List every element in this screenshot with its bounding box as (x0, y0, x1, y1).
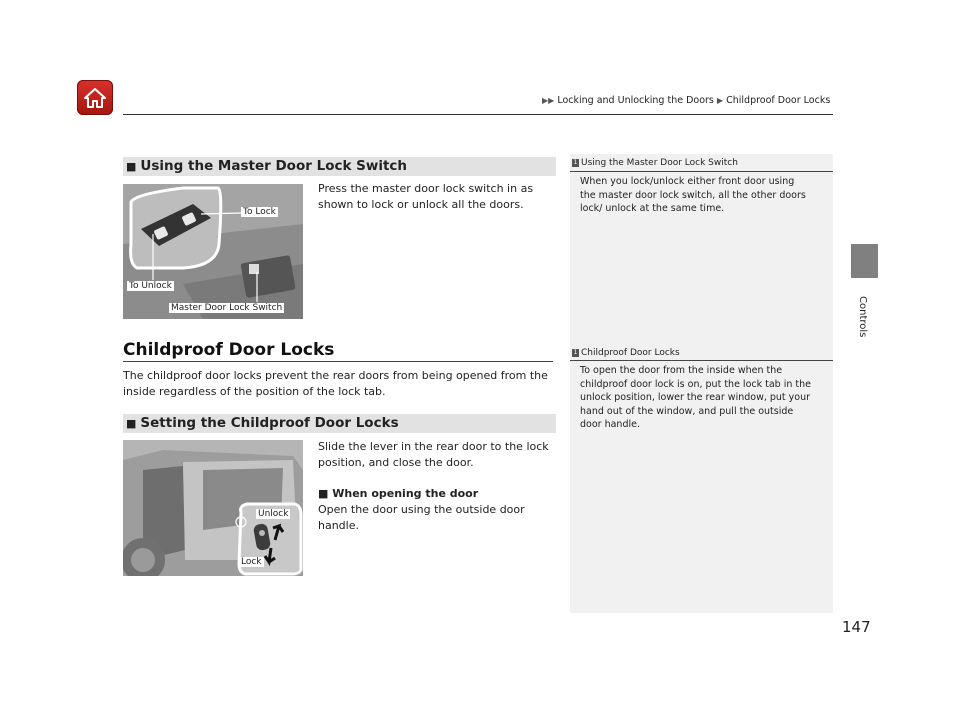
opening-door-subheading: ■ When opening the door (318, 487, 479, 500)
note-master-switch-title: 1 Using the Master Door Lock Switch (573, 158, 738, 168)
master-switch-instructions: Press the master door lock switch in as shown to lock or unlock all the doors. (318, 182, 534, 211)
breadcrumb (542, 95, 830, 106)
section-setting-childproof-title: ■ Setting the Childproof Door Locks (123, 414, 556, 433)
childproof-lever-figure (123, 440, 303, 576)
childproof-description: The childproof door locks prevent the rear doors from being opened from the inside regardless of the position of the lock tab. (123, 369, 548, 398)
opening-door-block (318, 486, 558, 534)
callout-to-unlock: To Unlock (129, 281, 172, 291)
square-bullet-icon: ■ (126, 417, 137, 430)
note-divider (570, 171, 833, 172)
header-divider (123, 114, 833, 115)
breadcrumb-arrow-icon: ▶▶ (542, 96, 555, 105)
note-childproof-body: To open the door from the inside when the childproof door lock is on, put the lock tab in the unlock position, lower the rear window, put your hand out of the window, and pull the outside door handle. (580, 365, 811, 430)
breadcrumb-link-locking[interactable]: Locking and Unlocking the Doors (557, 95, 714, 106)
breadcrumb-current: Childproof Door Locks (726, 95, 831, 106)
callout-master-switch: Master Door Lock Switch (171, 303, 283, 313)
side-chapter-label: Controls (857, 296, 868, 338)
page-number: 147 (842, 618, 871, 636)
note-childproof-title: 1 Childproof Door Locks (573, 348, 680, 358)
callout-lock: Lock (241, 557, 262, 567)
home-icon (83, 87, 107, 109)
square-bullet-icon: ■ (318, 487, 329, 500)
rear-door-illustration (123, 440, 303, 576)
breadcrumb-arrow-icon: ▶ (716, 96, 724, 105)
opening-door-text: Open the door using the outside door handle. (318, 503, 525, 532)
master-switch-figure (123, 184, 303, 319)
note-divider (570, 360, 833, 361)
home-button[interactable] (77, 80, 113, 115)
callout-to-lock: To Lock (243, 207, 276, 217)
setting-instructions: Slide the lever in the rear door to the lock position, and close the door. (318, 440, 549, 469)
master-switch-illustration (123, 184, 303, 319)
callout-unlock: Unlock (258, 509, 289, 519)
side-chapter-tab[interactable] (851, 244, 878, 278)
note-marker-icon: 1 (573, 349, 578, 356)
section-master-switch-title: ■ Using the Master Door Lock Switch (123, 157, 556, 176)
note-marker-icon: 1 (573, 159, 578, 166)
square-bullet-icon: ■ (126, 160, 137, 173)
childproof-heading: Childproof Door Locks (123, 340, 335, 360)
heading-divider (123, 361, 553, 362)
note-master-switch-body: When you lock/unlock either front door using the master door lock switch, all the other doors lock/ unlock at the same time. (580, 176, 806, 214)
